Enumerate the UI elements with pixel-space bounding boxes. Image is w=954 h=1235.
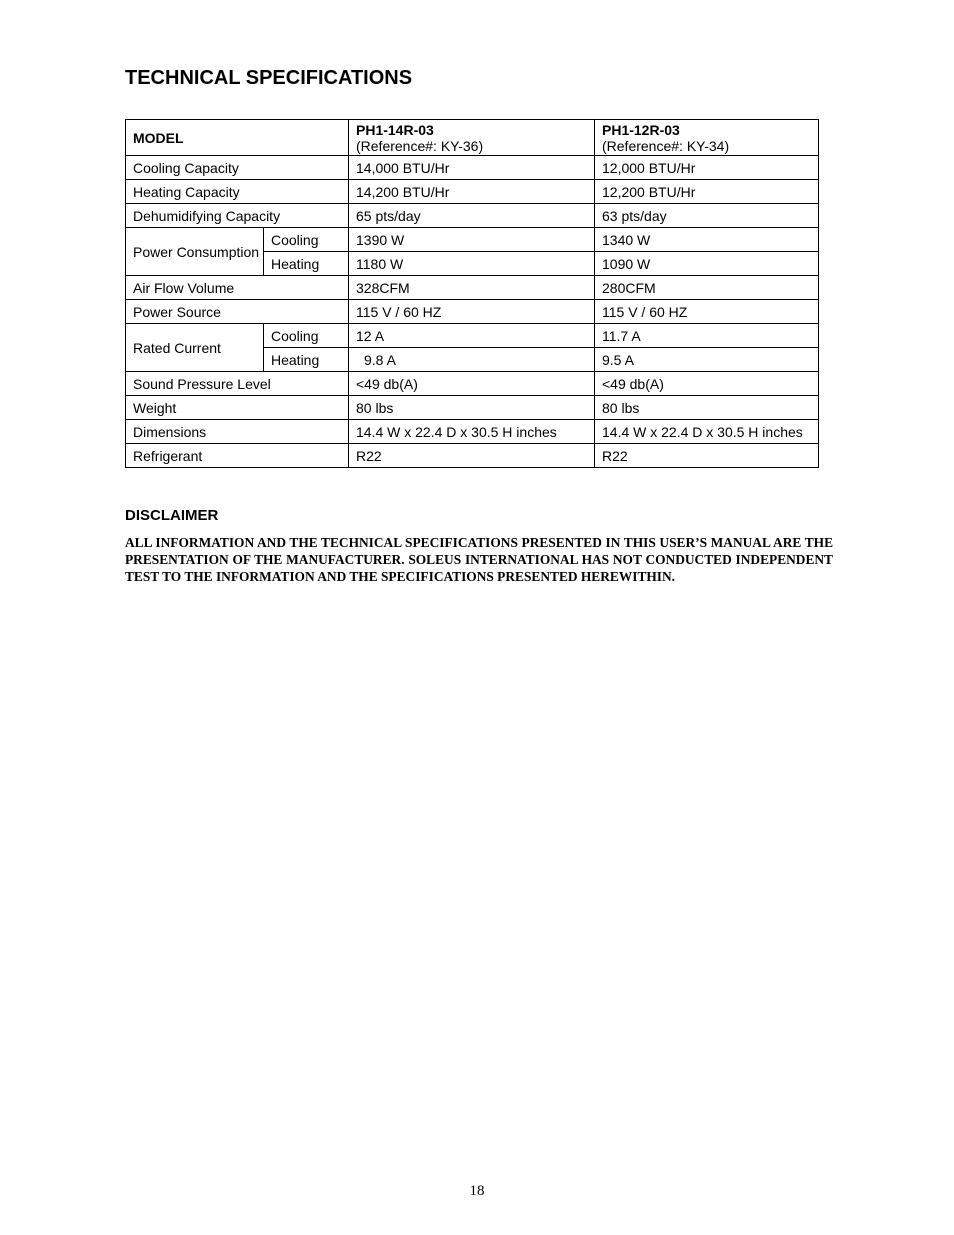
model2-value: 1340 W <box>595 228 819 252</box>
row-label: Dimensions <box>126 420 349 444</box>
model1-value: 14,200 BTU/Hr <box>349 180 595 204</box>
model2-reference: (Reference#: KY-34) <box>602 137 730 154</box>
row-label: Power Consumption <box>126 228 264 276</box>
model1-header <box>349 120 595 156</box>
model2-value: 9.5 A <box>595 348 819 372</box>
table-row <box>126 396 819 420</box>
model2-name: PH1-12R-03 <box>602 121 680 138</box>
page-number: 18 <box>469 1183 485 1199</box>
table-header-row <box>126 120 819 156</box>
model1-value: 115 V / 60 HZ <box>349 300 595 324</box>
row-label: Air Flow Volume <box>126 276 349 300</box>
model2-value: 12,200 BTU/Hr <box>595 180 819 204</box>
row-label: Cooling Capacity <box>126 156 349 180</box>
model1-name: PH1-14R-03 <box>356 121 434 138</box>
model1-value: 80 lbs <box>349 396 595 420</box>
model2-value: 14.4 W x 22.4 D x 30.5 H inches <box>595 420 819 444</box>
table-row <box>126 228 819 252</box>
disclaimer-text: ALL INFORMATION AND THE TECHNICAL SPECIFICATIONS PRESENTED IN THIS USER’S MANUAL ARE THE PRESENTATION OF THE MANUFACTURER. SOLEUS INTERNATIONAL HAS NOT CONDUCTED INDEPENDENT TEST TO THE INFORMATION AND THE SPECIFICATIONS PRESENTED HEREWITHIN. <box>125 535 833 584</box>
table-row <box>126 180 819 204</box>
row-label: Rated Current <box>126 324 264 372</box>
row-label: Refrigerant <box>126 444 349 468</box>
sub-row-label: Cooling <box>264 324 349 348</box>
model2-value: 12,000 BTU/Hr <box>595 156 819 180</box>
spec-table <box>125 119 819 468</box>
model2-value: <49 db(A) <box>595 372 819 396</box>
model1-value: 12 A <box>349 324 595 348</box>
table-row <box>126 372 819 396</box>
row-label: Heating Capacity <box>126 180 349 204</box>
model1-value: 14,000 BTU/Hr <box>349 156 595 180</box>
model1-value: <49 db(A) <box>349 372 595 396</box>
page-title: TECHNICAL SPECIFICATIONS <box>125 67 413 89</box>
model2-value: 115 V / 60 HZ <box>595 300 819 324</box>
model1-value: 9.8 A <box>349 348 595 372</box>
model2-value: 63 pts/day <box>595 204 819 228</box>
row-label: Weight <box>126 396 349 420</box>
disclaimer-heading: DISCLAIMER <box>125 507 219 524</box>
sub-row-label: Cooling <box>264 228 349 252</box>
model2-value: 80 lbs <box>595 396 819 420</box>
table-row <box>126 300 819 324</box>
sub-row-label: Heating <box>264 252 349 276</box>
row-label: Power Source <box>126 300 349 324</box>
table-row <box>126 204 819 228</box>
model-header-label: MODEL <box>126 120 349 156</box>
table-row <box>126 324 819 348</box>
model2-value: 11.7 A <box>595 324 819 348</box>
model2-value: 1090 W <box>595 252 819 276</box>
model2-value: R22 <box>595 444 819 468</box>
model2-value: 280CFM <box>595 276 819 300</box>
model1-reference: (Reference#: KY-36) <box>356 137 484 154</box>
model1-value: 1180 W <box>349 252 595 276</box>
table-row <box>126 276 819 300</box>
table-row <box>126 444 819 468</box>
model2-header <box>595 120 819 156</box>
model1-value: 65 pts/day <box>349 204 595 228</box>
model1-value: 1390 W <box>349 228 595 252</box>
row-label: Sound Pressure Level <box>126 372 349 396</box>
model1-value: 14.4 W x 22.4 D x 30.5 H inches <box>349 420 595 444</box>
row-label: Dehumidifying Capacity <box>126 204 349 228</box>
table-row <box>126 156 819 180</box>
model1-value: 328CFM <box>349 276 595 300</box>
sub-row-label: Heating <box>264 348 349 372</box>
model1-value: R22 <box>349 444 595 468</box>
table-row <box>126 420 819 444</box>
